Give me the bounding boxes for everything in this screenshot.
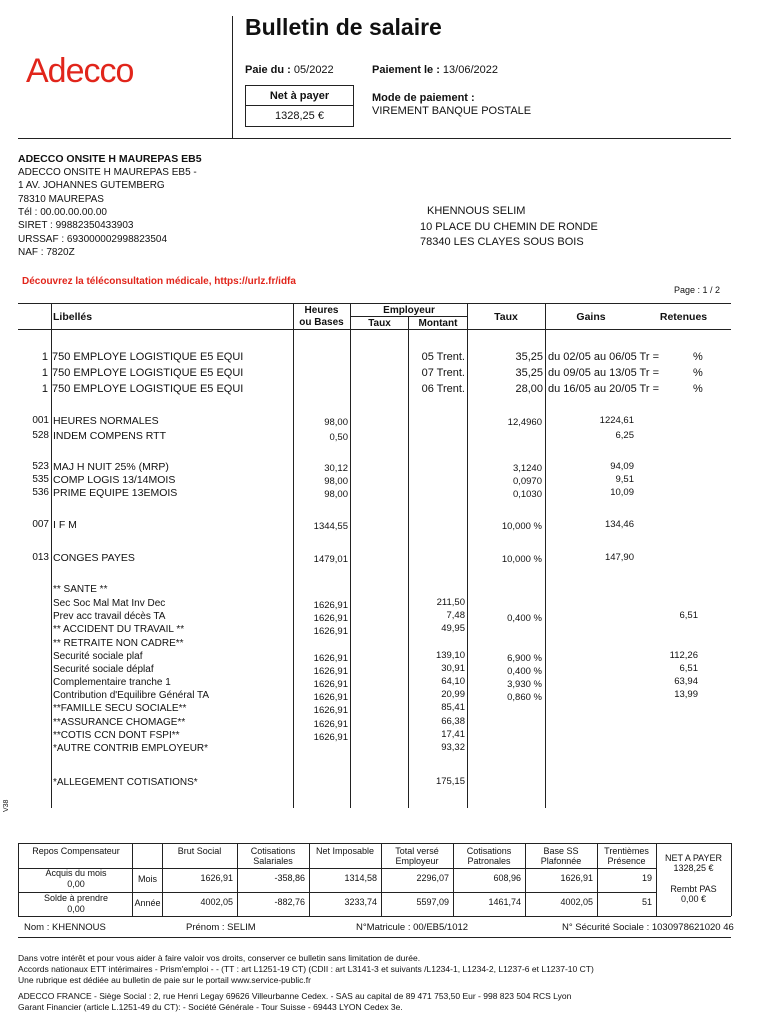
cotisation-base: 1626,91 <box>313 653 348 664</box>
cotisation-employer-amount: 7,48 <box>446 610 465 621</box>
header-heures: Heures <box>304 305 339 316</box>
cotisation-label: Securité sociale déplaf <box>53 664 154 675</box>
summary-rembt-value: 0,00 € <box>680 894 707 904</box>
mission-percent: % <box>693 367 703 379</box>
summary-rule <box>18 916 656 917</box>
net-pay-label: Net à payer <box>246 86 353 106</box>
gain-base: 1479,01 <box>313 554 348 565</box>
summary-mois-value: 1626,91 <box>560 873 593 883</box>
gain-amount: 94,09 <box>610 461 634 472</box>
mission-label: 750 EMPLOYE LOGISTIQUE E5 EQUI <box>52 367 244 379</box>
mission-number: 1 <box>41 351 48 363</box>
summary-mois-value: 19 <box>641 873 652 883</box>
gain-rate: 10,000 % <box>501 554 542 565</box>
identity-secu: N° Sécurité Sociale : 1030978621020 46 <box>562 922 734 933</box>
cotisation-employer-amount: 211,50 <box>436 597 465 608</box>
summary-divider <box>731 843 732 916</box>
summary-mois-value: 608,96 <box>493 873 521 883</box>
employer-line: Tél : 00.00.00.00.00 <box>18 206 107 218</box>
gain-rate: 0,0970 <box>512 476 542 487</box>
payment-mode-value: VIREMENT BANQUE POSTALE <box>372 105 532 117</box>
gain-rate: 12,4960 <box>507 417 542 428</box>
cotisation-label: **FAMILLE SECU SOCIALE** <box>53 703 187 714</box>
cotisation-base: 1626,91 <box>313 600 348 611</box>
cotisation-base: 1626,91 <box>313 666 348 677</box>
payment-date-value: 13/06/2022 <box>442 64 498 76</box>
cotisation-employer-amount: 93,32 <box>441 742 465 753</box>
gain-amount: 147,90 <box>604 552 634 563</box>
summary-header: Trentièmes Présence <box>604 846 649 866</box>
cotisation-employer-amount: 49,95 <box>441 623 465 634</box>
summary-header: Cotisations Salariales <box>250 846 296 866</box>
employer-line: 1 AV. JOHANNES GUTEMBERG <box>18 180 165 192</box>
employer-subheader-rule <box>351 316 467 317</box>
summary-annee-value: 51 <box>641 897 652 907</box>
net-pay-box <box>245 85 354 127</box>
cotisation-deduction: 13,99 <box>674 689 698 700</box>
gain-base: 98,00 <box>324 489 348 500</box>
employer-name: ADECCO ONSITE H MAUREPAS EB5 <box>18 153 202 165</box>
gain-amount: 6,25 <box>615 430 634 441</box>
summary-mois-value: 1626,91 <box>200 873 233 883</box>
gain-base: 0,50 <box>329 432 348 443</box>
summary-annee-value: 3233,74 <box>344 897 377 907</box>
cotisation-employer-amount: 20,99 <box>441 689 465 700</box>
summary-net-label: NET A PAYER <box>664 853 723 863</box>
summary-header: Brut Social <box>177 846 222 856</box>
cotisation-rate: 0,400 % <box>507 613 542 624</box>
footer-line: Garant Financier (article L.1251-49 du CT): - Société Générale - Tour Suisse - 69443 LYON Cedex 3e. <box>18 1002 403 1012</box>
cotisation-base: 1626,91 <box>313 613 348 624</box>
summary-annee-value: 4002,05 <box>200 897 233 907</box>
employer-line: NAF : 7820Z <box>18 246 75 258</box>
acquis-value: 0,00 <box>67 879 85 889</box>
cotisation-base: 1626,91 <box>313 626 348 637</box>
row-label-mois: Mois <box>137 874 157 884</box>
mission-percent: % <box>693 351 703 363</box>
identity-matricule: N°Matricule : 00/EB5/1012 <box>356 922 469 933</box>
cotisation-deduction: 6,51 <box>679 610 698 621</box>
table-top-rule <box>18 303 731 304</box>
header-bases: ou Bases <box>299 317 344 328</box>
cotisation-deduction: 6,51 <box>679 663 698 674</box>
summary-header: Total versé Employeur <box>395 846 439 866</box>
acquis-label: Acquis du mois <box>45 868 107 878</box>
mission-label: 750 EMPLOYE LOGISTIQUE E5 EQUI <box>52 351 244 363</box>
summary-divider <box>18 843 19 916</box>
summary-rule <box>18 843 656 844</box>
mission-period: du 02/05 au 06/05 Tr = <box>548 351 660 363</box>
gain-base: 98,00 <box>324 417 348 428</box>
mission-rate: 35,25 <box>515 367 543 379</box>
cotisation-employer-amount: 85,41 <box>441 702 465 713</box>
row-label-annee: Année <box>134 898 161 908</box>
side-mark: V38 <box>3 799 10 812</box>
cotisation-employer-amount: 66,38 <box>441 716 465 727</box>
net-pay-value: 1328,25 € <box>275 110 324 122</box>
summary-mois-value: -358,86 <box>274 873 305 883</box>
gain-code: 001 <box>32 415 49 426</box>
summary-mois-value: 1314,58 <box>344 873 377 883</box>
pay-period-value: 05/2022 <box>293 64 334 76</box>
page-title: Bulletin de salaire <box>245 14 442 40</box>
gain-rate: 0,1030 <box>512 489 542 500</box>
solde-label: Solde à prendre <box>43 893 109 903</box>
identity-prenom: Prénom : SELIM <box>186 922 256 933</box>
summary-annee-value: 1461,74 <box>488 897 521 907</box>
employer-line: 78310 MAUREPAS <box>18 193 104 205</box>
cotisation-label: Prev acc travail décès TA <box>53 611 166 622</box>
summary-header: Base SS Plafonnée <box>540 846 582 866</box>
mission-label: 750 EMPLOYE LOGISTIQUE E5 EQUI <box>52 383 244 395</box>
payment-mode-label: Mode de paiement : <box>372 92 475 104</box>
summary-annee-value: 4002,05 <box>560 897 593 907</box>
summary-rembt-label: Rembt PAS <box>670 884 717 894</box>
gain-code: 007 <box>32 519 49 530</box>
mission-period: du 16/05 au 20/05 Tr = <box>548 383 660 395</box>
cotisation-label: Sec Soc Mal Mat Inv Dec <box>53 598 166 609</box>
cotisation-employer-amount: 175,15 <box>435 776 465 787</box>
payment-date <box>372 64 498 76</box>
gain-label: CONGES PAYES <box>53 552 135 564</box>
mission-trentiemes: 07 Trent. <box>421 367 465 379</box>
cotisation-employer-amount: 64,10 <box>441 676 465 687</box>
cotisation-base: 1626,91 <box>313 732 348 743</box>
gain-label: COMP LOGIS 13/14MOIS <box>53 474 176 486</box>
summary-header: Net Imposable <box>315 846 375 856</box>
mission-number: 1 <box>41 383 48 395</box>
mission-period: du 09/05 au 13/05 Tr = <box>548 367 660 379</box>
summary-header: Cotisations Patronales <box>466 846 512 866</box>
header-taux-employeur: Taux <box>368 318 391 329</box>
footer-line: ADECCO FRANCE - Siège Social : 2, rue Henri Legay 69626 Villeurbanne Cedex. - SAS au capital de 89 471 753,50 Eur - 998 823 504 RCS Lyon <box>18 991 572 1001</box>
cotisation-label: Complementaire tranche 1 <box>53 677 171 688</box>
header-retenues: Retenues <box>659 311 708 323</box>
summary-annee-value: -882,76 <box>274 897 305 907</box>
cotisation-base: 1626,91 <box>313 692 348 703</box>
employee-line: 10 PLACE DU CHEMIN DE RONDE <box>420 220 598 233</box>
summary-rule <box>656 916 731 917</box>
cotisation-deduction: 63,94 <box>674 676 698 687</box>
gain-label: I F M <box>53 519 77 531</box>
employee-line: KHENNOUS SELIM <box>427 205 526 217</box>
header-montant: Montant <box>418 318 458 329</box>
cotisation-label: **ASSURANCE CHOMAGE** <box>53 717 186 728</box>
header-divider <box>232 16 233 138</box>
identity-rule <box>18 937 731 938</box>
cotisation-rate: 3,930 % <box>507 679 542 690</box>
summary-rule <box>656 843 731 844</box>
gain-base: 98,00 <box>324 476 348 487</box>
summary-annee-value: 5597,09 <box>416 897 449 907</box>
employer-line: ADECCO ONSITE H MAUREPAS EB5 - <box>18 167 197 178</box>
promo-text: Découvrez la téléconsultation médicale, https://urlz.fr/idfa <box>22 276 296 287</box>
cotisation-base: 1626,91 <box>313 679 348 690</box>
cotisation-label: Contribution d'Equilibre Général TA <box>53 690 210 701</box>
cotisation-deduction: 112,26 <box>669 650 698 661</box>
cotisation-label: *ALLEGEMENT COTISATIONS* <box>53 777 198 788</box>
summary-net-value: 1328,25 € <box>673 863 714 873</box>
gain-code: 523 <box>32 461 49 472</box>
header-taux: Taux <box>494 311 518 323</box>
employee-line: 78340 LES CLAYES SOUS BOIS <box>420 236 584 248</box>
cotisation-rate: 6,900 % <box>507 653 542 664</box>
gain-label: MAJ H NUIT 25% (MRP) <box>53 461 169 473</box>
mission-number: 1 <box>41 367 48 379</box>
payment-date-label: Paiement le : <box>372 64 440 76</box>
mission-rate: 35,25 <box>515 351 543 363</box>
cotisation-label: Securité sociale plaf <box>53 651 143 662</box>
cotisation-rate: 0,400 % <box>507 666 542 677</box>
gain-code: 535 <box>32 474 49 485</box>
header-libelles: Libellés <box>53 311 93 323</box>
cotisation-label: ** ACCIDENT DU TRAVAIL ** <box>53 624 185 635</box>
pay-period <box>245 64 334 76</box>
footer-line: Accords nationaux ETT intérimaires - Prism'emploi - - (TT : art L1251-19 CT) (CDII : art L3141-3 et suivants /L1234-1, L1234-2, L1237-6 et L1237-10 CT) <box>18 964 594 974</box>
repos-compensateur-header: Repos Compensateur <box>32 846 120 856</box>
table-header-rule <box>18 329 731 330</box>
cotisation-base: 1626,91 <box>313 719 348 730</box>
cotisation-employer-amount: 139,10 <box>435 650 465 661</box>
gain-amount: 134,46 <box>604 519 634 530</box>
gain-base: 30,12 <box>324 463 348 474</box>
footer-line: Dans votre intérêt et pour vous aider à faire valoir vos droits, conserver ce bulletin sans limitation de durée. <box>18 953 421 963</box>
mission-percent: % <box>693 383 703 395</box>
solde-value: 0,00 <box>67 904 85 914</box>
cotisation-label: *AUTRE CONTRIB EMPLOYEUR* <box>53 743 209 754</box>
cotisation-rate: 0,860 % <box>507 692 542 703</box>
adecco-logo: Adecco <box>26 52 134 90</box>
gain-base: 1344,55 <box>313 521 348 532</box>
mission-trentiemes: 05 Trent. <box>421 351 465 363</box>
gain-rate: 3,1240 <box>512 463 542 474</box>
gain-amount: 9,51 <box>615 474 634 485</box>
cotisation-employer-amount: 30,91 <box>441 663 465 674</box>
cotisation-label: **COTIS CCN DONT FSPI** <box>53 730 180 741</box>
gain-amount: 1224,61 <box>599 415 634 426</box>
col-divider <box>350 303 351 808</box>
gain-label: HEURES NORMALES <box>53 415 159 427</box>
gain-rate: 10,000 % <box>501 521 542 532</box>
gain-code: 013 <box>32 552 49 563</box>
gain-code: 528 <box>32 430 49 441</box>
employer-line: SIRET : 99882350433903 <box>18 220 134 232</box>
page-number: Page : 1 / 2 <box>674 285 721 295</box>
gain-label: PRIME EQUIPE 13EMOIS <box>53 487 178 499</box>
employer-line: URSSAF : 693000002998823504 <box>18 233 168 245</box>
identity-nom: Nom : KHENNOUS <box>24 922 106 933</box>
cotisation-label: ** RETRAITE NON CADRE** <box>53 638 184 649</box>
summary-mois-value: 2296,07 <box>416 873 449 883</box>
gain-label: INDEM COMPENS RTT <box>53 430 166 442</box>
footer-line: Une rubrique est dédiée au bulletin de paie sur le portail www.service-public.fr <box>18 975 311 985</box>
gain-amount: 10,09 <box>610 487 634 498</box>
mission-rate: 28,00 <box>515 383 543 395</box>
cotisation-employer-amount: 17,41 <box>441 729 465 740</box>
cotisation-label: ** SANTE ** <box>53 584 108 595</box>
cotisation-base: 1626,91 <box>313 705 348 716</box>
header-employeur: Employeur <box>383 305 435 316</box>
pay-period-label: Paie du : <box>245 64 291 76</box>
gain-code: 536 <box>32 487 49 498</box>
header-gains: Gains <box>576 311 606 323</box>
header-rule <box>18 138 731 139</box>
mission-trentiemes: 06 Trent. <box>421 383 465 395</box>
